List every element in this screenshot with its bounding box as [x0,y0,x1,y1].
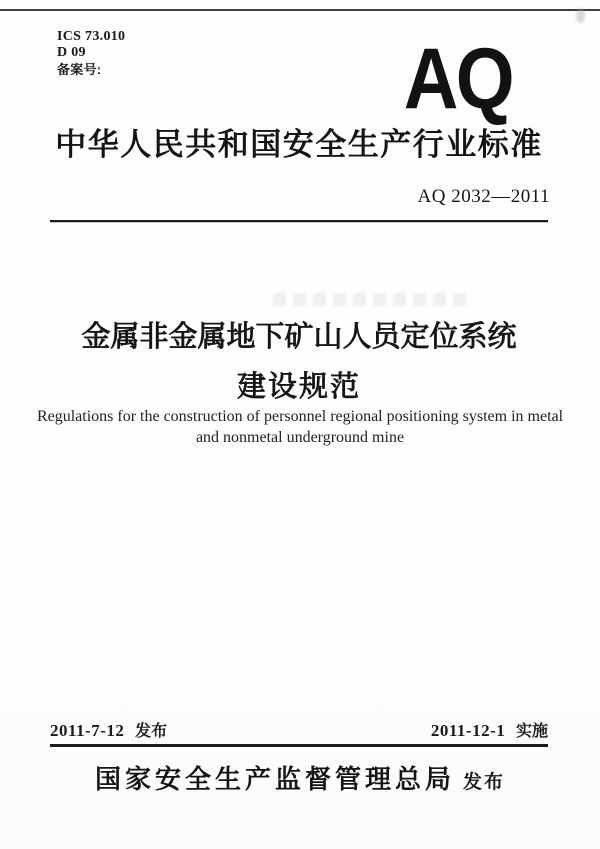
implement-date: 2011-12-1 [430,721,506,740]
implement-date-group [431,718,548,741]
title-chinese-line1: 金属非金属地下矿山人员定位系统 [81,321,517,353]
standard-number: AQ 2032—2011 [417,186,550,207]
aq-logo: AQ [403,31,512,127]
footer-horizontal-rule [50,744,548,747]
issue-date-group [50,718,167,741]
header-horizontal-rule [50,220,548,222]
top-scan-border-line [0,9,600,11]
implement-label: 实施 [515,723,548,740]
title-english [20,406,580,448]
title-english-line2: and nonmetal underground mine [195,429,405,446]
title-english-line1: Regulations for the construction of personnel regional positioning system in metal [36,408,564,425]
ics-code: ICS 73.010 [57,29,126,44]
issuer-action-label: 发布 [463,772,506,793]
issue-date: 2011-7-12 [50,721,125,740]
title-chinese [48,314,550,405]
dates-row [50,718,548,741]
classification-code: D 09 [57,45,86,60]
standard-category-heading: 中华人民共和国安全生产行业标准 [55,127,543,162]
issuer-line [0,759,600,796]
title-chinese-line2: 建设规范 [236,371,361,403]
issue-label: 发布 [135,723,168,740]
issuer-name: 国家安全生产监督管理总局 [94,764,455,794]
scan-speck-artifact [576,8,585,23]
meta-block [57,29,125,78]
record-number-label: 备案号: [57,62,102,77]
scan-ghost-artifact [273,293,473,306]
